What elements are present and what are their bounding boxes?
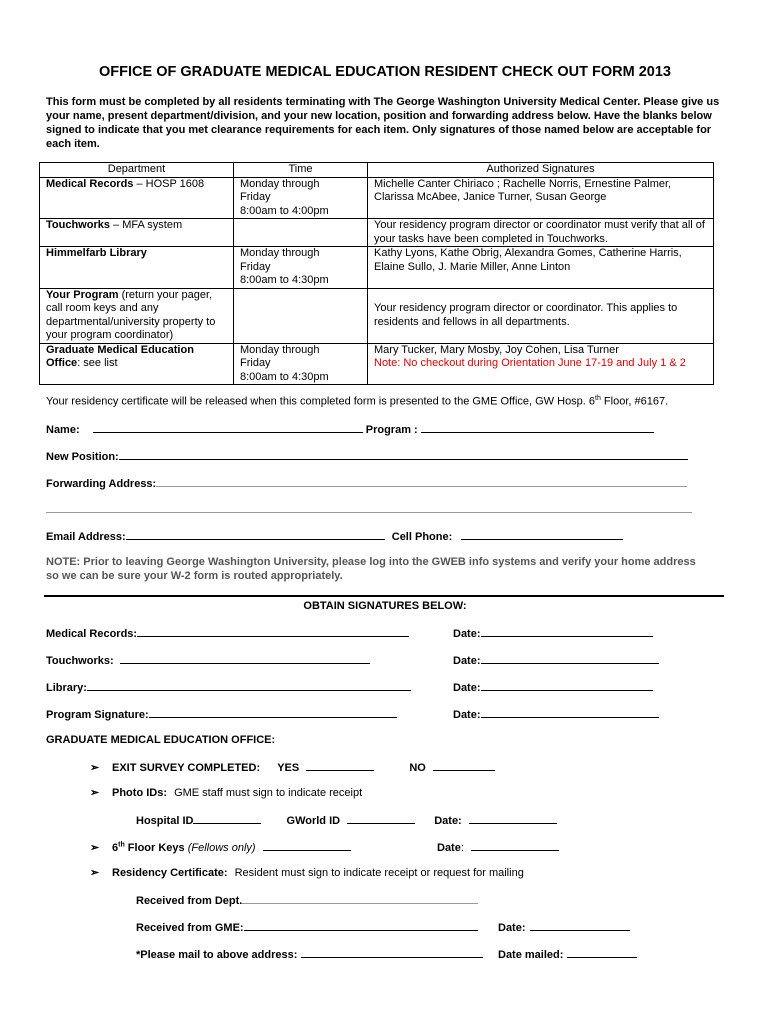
forwarding-address-field[interactable] — [156, 476, 687, 487]
arrow-bullet-icon: ➢ — [90, 787, 100, 799]
table-row — [40, 247, 714, 289]
time-line: 8:00am to 4:00pm — [240, 204, 329, 217]
dept-name: Your Program — [46, 288, 119, 301]
medical-records-signature-field[interactable] — [137, 626, 409, 637]
received-gme-date-field[interactable] — [530, 920, 630, 931]
yes-label: YES — [277, 762, 300, 774]
department-table — [39, 162, 714, 385]
table-row — [40, 177, 714, 219]
forwarding-address-label: Forwarding Address: — [46, 478, 157, 490]
orientation-note: No checkout during Orientation June 17-19 and July 1 & 2 — [400, 357, 686, 369]
cell-phone-field[interactable] — [461, 529, 623, 540]
time-line: Monday through — [240, 177, 320, 190]
hospital-id-label: Hospital ID — [136, 815, 194, 827]
date-medical-records — [453, 626, 653, 640]
time-line: 8:00am to 4:30pm — [240, 370, 329, 383]
header-signatures: Authorized Signatures — [368, 163, 714, 178]
floor-keys-label: Floor Keys — [124, 842, 185, 854]
time-line: Friday — [240, 357, 271, 369]
new-position-field[interactable] — [119, 449, 688, 460]
date-label: Date: — [434, 815, 462, 827]
date-label: Date: — [498, 922, 526, 934]
time-line: Monday through — [240, 343, 320, 356]
received-dept-row — [136, 893, 478, 907]
signatures-cell: Michelle Canter Chiriaco ; Rachelle Norris, Ernestine Palmer, Clarissa McAbee, Janice Turner, Susan George — [368, 177, 714, 219]
certificate-text: Your residency certificate will be released when this completed form is presented to the GME Office, GW Hosp. 6 — [46, 395, 596, 408]
hospital-id-field[interactable] — [193, 813, 261, 824]
floor-keys-field[interactable] — [263, 840, 351, 851]
received-gme-field[interactable] — [244, 920, 478, 931]
new-position-label: New Position: — [46, 451, 119, 463]
residency-certificate-row — [90, 866, 524, 879]
exit-survey-label: EXIT SURVEY COMPLETED: — [112, 762, 261, 774]
intro-paragraph: This form must be completed by all residents terminating with The George Washington University Medical Center. Please give us your name, present department/division, and your new location, position and forwarding address below. Have the blanks below signed to indicate that you met clearance requirements for each item. Only signatures of those named below are acceptable for each item. — [46, 96, 720, 150]
mail-address-field[interactable] — [301, 947, 483, 958]
photo-ids-desc: GME staff must sign to indicate receipt — [174, 787, 363, 799]
mail-label: *Please mail to above address: — [136, 949, 298, 961]
form-title: OFFICE OF GRADUATE MEDICAL EDUCATION RESIDENT CHECK OUT FORM 2013 — [99, 64, 671, 80]
date-mailed — [498, 947, 637, 961]
photo-ids-row — [90, 786, 362, 799]
table-row — [40, 288, 714, 343]
ordinal-suffix: th — [595, 395, 601, 402]
library-signature-field[interactable] — [87, 680, 411, 691]
time-line: Friday — [240, 260, 271, 273]
certificate-text-end: Floor, #6167. — [600, 395, 669, 408]
floor-keys-date-field[interactable] — [471, 840, 559, 851]
floor-keys-row — [90, 840, 351, 854]
photo-ids-date-field[interactable] — [469, 813, 557, 824]
fellows-only-note: (Fellows only) — [187, 842, 256, 854]
sig-row-touchworks — [46, 653, 370, 667]
table-row — [40, 219, 714, 247]
arrow-bullet-icon: ➢ — [90, 762, 100, 774]
table-header-row — [40, 163, 714, 178]
mail-address-row — [136, 947, 483, 961]
dept-name: Graduate Medical Education Office — [46, 343, 194, 369]
time-line: 8:00am to 4:30pm — [240, 274, 329, 286]
table-row — [40, 343, 714, 385]
exit-survey-no-field[interactable] — [433, 760, 495, 771]
received-gme-date — [498, 920, 630, 934]
time-line: Friday — [240, 191, 271, 203]
dept-name: Himmelfarb Library — [46, 247, 147, 259]
name-field[interactable] — [93, 422, 363, 433]
arrow-bullet-icon: ➢ — [90, 842, 100, 854]
sig-label: Program Signature: — [46, 709, 149, 721]
forwarding-address-line-2[interactable] — [46, 512, 692, 513]
signatures-cell: Mary Tucker, Mary Mosby, Joy Cohen, Lisa Turner — [374, 343, 619, 356]
dept-detail: : see list — [77, 357, 118, 369]
date-library — [453, 680, 653, 694]
name-label: Name: — [46, 424, 80, 436]
exit-survey-row — [90, 760, 495, 774]
email-field[interactable] — [126, 529, 385, 540]
new-position-row — [46, 449, 688, 463]
sig-label: Touchworks: — [46, 655, 114, 667]
floor-suffix: th — [118, 841, 125, 849]
cell-phone-label: Cell Phone: — [391, 531, 453, 543]
no-label: NO — [409, 762, 426, 774]
forwarding-address-row — [46, 476, 687, 490]
medical-records-date-field[interactable] — [481, 626, 653, 637]
sig-label: Library: — [46, 682, 87, 694]
note-label: Note: — [374, 357, 401, 369]
obtain-signatures-heading: OBTAIN SIGNATURES BELOW: — [303, 600, 467, 612]
header-time: Time — [234, 163, 368, 178]
date-label: Date — [437, 842, 461, 854]
date-mailed-label: Date mailed: — [498, 949, 564, 961]
date-mailed-field[interactable] — [567, 947, 637, 958]
time-line: Monday through — [240, 247, 320, 259]
id-fields-row — [136, 813, 557, 827]
program-field[interactable] — [421, 422, 654, 433]
received-dept-field[interactable] — [242, 893, 478, 904]
email-cell-row — [46, 529, 623, 543]
w2-note: NOTE: Prior to leaving George Washington University, please log into the GWEB info systems and verify your home address so we can be sure your W-2 form is routed appropriately. — [46, 556, 696, 582]
floor-keys-date — [437, 840, 559, 854]
received-dept-label: Received from Dept. — [136, 895, 243, 907]
email-label: Email Address: — [46, 531, 126, 543]
gworld-id-label: GWorld ID — [286, 815, 341, 827]
dept-detail: (return your pager, call room keys and any departmental/university property to your program coordinator) — [46, 288, 216, 341]
signatures-cell: Kathy Lyons, Kathe Obrig, Alexandra Gomes, Catherine Harris, Elaine Sullo, J. Marie Miller, Anne Linton — [368, 247, 714, 289]
dept-detail: – HOSP 1608 — [133, 177, 205, 190]
residency-certificate-desc: Resident must sign to indicate receipt or request for mailing — [234, 867, 524, 879]
gme-office-heading: GRADUATE MEDICAL EDUCATION OFFICE: — [46, 734, 276, 746]
date-colon: : — [460, 842, 464, 854]
touchworks-date-field[interactable] — [481, 653, 659, 664]
touchworks-signature-field[interactable] — [120, 653, 370, 664]
date-touchworks — [453, 653, 659, 667]
gworld-id-field[interactable] — [347, 813, 415, 824]
dept-name: Touchworks — [46, 219, 110, 231]
date-label: Date: — [453, 655, 481, 667]
certificate-notice — [46, 395, 668, 408]
residency-certificate-label: Residency Certificate: — [112, 867, 228, 879]
exit-survey-yes-field[interactable] — [306, 760, 374, 771]
received-gme-row — [136, 920, 478, 934]
signatures-cell: Your residency program director or coordinator must verify that all of your tasks have been completed in Touchworks. — [368, 219, 714, 247]
library-date-field[interactable] — [481, 680, 653, 691]
date-label: Date: — [453, 682, 481, 694]
photo-ids-label: Photo IDs: — [112, 787, 167, 799]
date-label: Date: — [453, 628, 481, 640]
dept-detail: – MFA system — [109, 219, 183, 231]
date-program — [453, 707, 659, 721]
program-label: Program : — [365, 424, 418, 436]
floor-number: 6 — [112, 842, 119, 854]
sig-row-medical-records — [46, 626, 409, 640]
section-divider — [44, 595, 724, 597]
date-label: Date: — [453, 709, 481, 721]
sig-row-program — [46, 707, 397, 721]
program-date-field[interactable] — [481, 707, 659, 718]
sig-row-library — [46, 680, 411, 694]
sig-label: Medical Records: — [46, 628, 138, 640]
header-department: Department — [40, 163, 234, 178]
received-gme-label: Received from GME: — [136, 922, 244, 934]
arrow-bullet-icon: ➢ — [90, 867, 100, 879]
program-signature-field[interactable] — [149, 707, 397, 718]
name-program-row — [46, 422, 654, 436]
signatures-cell: Your residency program director or coordinator. This applies to residents and fellows in all departments. — [368, 288, 714, 343]
dept-name: Medical Records — [46, 177, 134, 190]
